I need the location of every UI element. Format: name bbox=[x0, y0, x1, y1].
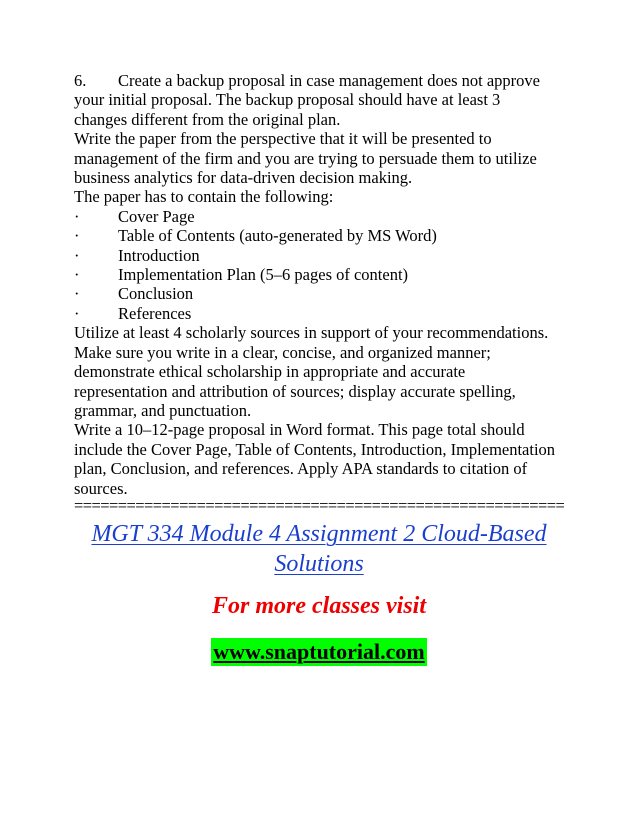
bullet-text: Conclusion bbox=[118, 284, 194, 304]
paragraph-1-line-2: management of the firm and you are trying to persuade them to utilize bbox=[74, 148, 537, 168]
numbered-item-line-1 bbox=[74, 71, 574, 90]
bullet-text: References bbox=[118, 303, 192, 323]
paragraph-3-line-2: include the Cover Page, Table of Contents, Introduction, Implementation bbox=[74, 439, 556, 459]
bullet-text: Introduction bbox=[118, 245, 200, 265]
paragraph-2-line-2: Make sure you write in a clear, concise, and organized manner; bbox=[74, 342, 491, 362]
bullet-item bbox=[74, 207, 574, 226]
paragraph-3-line-4: sources. bbox=[74, 478, 128, 498]
bullet-dot: · bbox=[74, 206, 80, 226]
paragraph-2-line-4: representation and attribution of sources; display accurate spelling, bbox=[74, 381, 516, 401]
bullet-item bbox=[74, 284, 574, 303]
website-link[interactable]: www.snaptutorial.com bbox=[213, 639, 425, 664]
paragraph-3-line-1: Write a 10–12-page proposal in Word format. This page total should bbox=[74, 420, 525, 440]
bullet-dot: · bbox=[74, 226, 80, 246]
bullet-text: Table of Contents (auto-generated by MS Word) bbox=[118, 226, 437, 246]
course-title-link-line-1[interactable]: MGT 334 Module 4 Assignment 2 Cloud-Based bbox=[91, 521, 547, 547]
paragraph-1-line-1: Write the paper from the perspective that it will be presented to bbox=[74, 129, 492, 149]
contain-intro: The paper has to contain the following: bbox=[74, 187, 334, 207]
bullet-dot: · bbox=[74, 284, 80, 304]
bullet-text: Cover Page bbox=[118, 206, 195, 226]
paragraph-2-line-5: grammar, and punctuation. bbox=[74, 400, 252, 420]
document-body bbox=[74, 71, 574, 514]
paragraph-2-line-3: demonstrate ethical scholarship in appropriate and accurate bbox=[74, 362, 466, 382]
item-number: 6. bbox=[74, 71, 87, 90]
website-container bbox=[0, 638, 638, 666]
separator-line: ======================================================== bbox=[74, 497, 564, 514]
promo-text: For more classes visit bbox=[212, 593, 426, 619]
bullet-item bbox=[74, 304, 574, 323]
paragraph-1-line-3: business analytics for data-driven decision making. bbox=[74, 168, 413, 188]
numbered-item-line-2: your initial proposal. The backup proposal should have at least 3 bbox=[74, 90, 501, 110]
bullet-dot: · bbox=[74, 245, 80, 265]
bullet-text: Implementation Plan (5–6 pages of content) bbox=[118, 265, 409, 285]
item-text-1: Create a backup proposal in case management does not approve bbox=[118, 71, 540, 90]
bullet-item bbox=[74, 226, 574, 245]
course-title-link-line-2[interactable]: Solutions bbox=[274, 551, 364, 577]
numbered-item-line-3: changes different from the original plan. bbox=[74, 109, 341, 129]
bullet-item bbox=[74, 246, 574, 265]
bullet-dot: · bbox=[74, 303, 80, 323]
bullet-dot: · bbox=[74, 265, 80, 285]
bullet-item bbox=[74, 265, 574, 284]
paragraph-3-line-3: plan, Conclusion, and references. Apply APA standards to citation of bbox=[74, 459, 528, 479]
paragraph-2-line-1: Utilize at least 4 scholarly sources in support of your recommendations. bbox=[74, 323, 549, 343]
